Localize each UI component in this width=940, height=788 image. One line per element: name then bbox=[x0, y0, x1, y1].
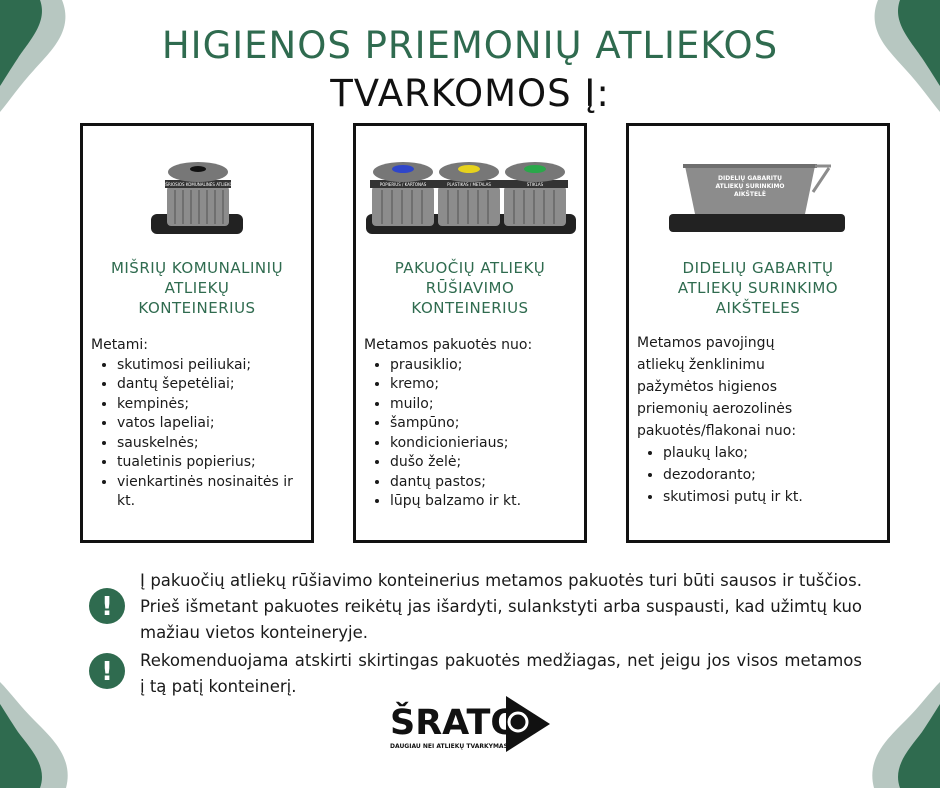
list-item: • tualetinis popierius; bbox=[117, 453, 305, 473]
card-mixed-waste bbox=[80, 123, 314, 543]
card-packaging-sorting bbox=[353, 123, 587, 543]
list-item: • skutimosi putų ir kt. bbox=[663, 486, 881, 508]
list-item: • sauskelnės; bbox=[117, 434, 305, 454]
note-dry-empty: Į pakuočių atliekų rūšiavimo konteinerius metamos pakuotės turi būti sausos ir tuščios. Prieš išmetant pakuotes reikėtų jas išardyti, sulankstyti arba suspausti, kad užimtų kuo mažiau vietos konteineryje. bbox=[140, 571, 862, 642]
bin-label: PLASTIKAS / METALAS bbox=[447, 182, 491, 187]
svg-text:!: ! bbox=[101, 592, 113, 622]
bin-label: POPIERIUS / KARTONAS bbox=[379, 182, 427, 187]
skip-container-icon bbox=[629, 156, 887, 236]
list-item: • muilo; bbox=[390, 395, 578, 415]
list-item: • kremo; bbox=[390, 375, 578, 395]
intro-line: atliekų ženklinimu bbox=[637, 357, 765, 373]
list-item: • dantų šepetėliai; bbox=[117, 375, 305, 395]
card-body bbox=[637, 332, 881, 508]
list-item: • vienkartinės nosinaitės ir kt. bbox=[117, 473, 305, 512]
page-title: HIGIENOS PRIEMONIŲ ATLIEKOS bbox=[161, 24, 779, 67]
heading-line: PAKUOČIŲ ATLIEKŲ bbox=[394, 259, 546, 277]
note-separate-materials: Rekomenduojama atskirti skirtingas pakuotės medžiagas, net jeigu jos visos metamos į tą patį konteinerį. bbox=[140, 651, 862, 696]
card-heading bbox=[362, 258, 578, 318]
card-bulky-waste-site bbox=[626, 123, 890, 543]
warning-icon bbox=[88, 587, 126, 625]
corner-leaf-bottom-right bbox=[860, 678, 940, 788]
list-item: • plaukų lako; bbox=[663, 442, 881, 464]
list-item: • dezodoranto; bbox=[663, 464, 881, 486]
list-item: • kempinės; bbox=[117, 395, 305, 415]
heading-line: KONTEINERIUS bbox=[138, 299, 256, 317]
bin-label: AIKŠTELĖ bbox=[734, 191, 766, 198]
list-item: • dušo želė; bbox=[390, 453, 578, 473]
item-list bbox=[637, 442, 881, 508]
list-item: • lūpų balzamo ir kt. bbox=[390, 492, 578, 512]
list-item: • vatos lapeliai; bbox=[117, 414, 305, 434]
sorting-bins-icon bbox=[356, 156, 584, 236]
bin-label: DIDELIŲ GABARITŲ bbox=[718, 175, 782, 182]
heading-line: RŪŠIAVIMO bbox=[425, 279, 515, 297]
list-item: • kondicionieriaus; bbox=[390, 434, 578, 454]
item-list bbox=[364, 356, 578, 512]
list-item: • šampūno; bbox=[390, 414, 578, 434]
logo-tagline: DAUGIAU NEI ATLIEKŲ TVARKYMAS bbox=[390, 743, 508, 750]
page-subtitle: TVARKOMOS Į: bbox=[330, 72, 610, 115]
heading-line: ATLIEKŲ bbox=[164, 279, 230, 297]
intro-line: Metamos pavojingų bbox=[637, 335, 775, 351]
card-intro bbox=[637, 332, 881, 442]
card-heading bbox=[89, 258, 305, 318]
list-item: • prausiklio; bbox=[390, 356, 578, 376]
intro-line: pakuotės/flakonai nuo: bbox=[637, 423, 797, 439]
heading-line: ATLIEKŲ SURINKIMO bbox=[677, 279, 839, 297]
item-list bbox=[91, 356, 305, 512]
green-lid-icon bbox=[524, 165, 546, 173]
corner-leaf-bottom-left bbox=[0, 678, 80, 788]
card-body bbox=[364, 336, 578, 512]
heading-line: MIŠRIŲ KOMUNALINIŲ bbox=[110, 259, 284, 277]
svg-text:!: ! bbox=[101, 657, 113, 687]
intro-line: priemonių aerozolinės bbox=[637, 401, 793, 417]
heading-line: AIKŠTELES bbox=[715, 299, 801, 317]
srato-logo bbox=[388, 694, 558, 754]
bin-label: STIKLAS bbox=[526, 182, 544, 187]
heading-line: DIDELIŲ GABARITŲ bbox=[682, 259, 834, 277]
card-body bbox=[91, 336, 305, 512]
intro-line: pažymėtos higienos bbox=[637, 379, 778, 395]
heading-line: KONTEINERIUS bbox=[411, 299, 529, 317]
list-item: • skutimosi peiliukai; bbox=[117, 356, 305, 376]
bin-label: MIŠRIOSIOS KOMUNALINĖS ATLIEKOS bbox=[160, 182, 236, 187]
card-intro: Metami: bbox=[91, 337, 149, 353]
card-intro: Metamos pakuotės nuo: bbox=[364, 337, 533, 353]
warning-icon bbox=[88, 652, 126, 690]
bin-label: ATLIEKŲ SURINKIMO bbox=[715, 183, 785, 190]
blue-lid-icon bbox=[392, 165, 414, 173]
mixed-waste-bin-icon bbox=[83, 156, 311, 236]
list-item: • dantų pastos; bbox=[390, 473, 578, 493]
yellow-lid-icon bbox=[458, 165, 480, 173]
logo-wordmark: ŠRATO bbox=[390, 703, 521, 743]
card-heading bbox=[635, 258, 881, 318]
